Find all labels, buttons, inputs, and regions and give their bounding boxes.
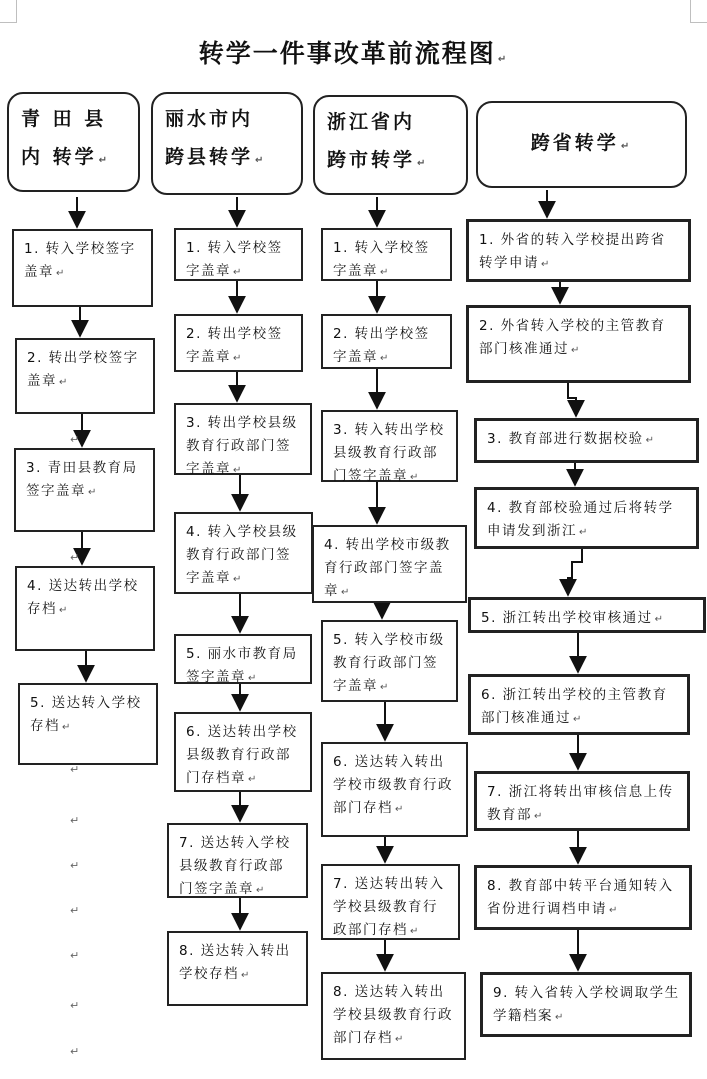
return-mark-icon: ↵ <box>555 1012 565 1023</box>
process-step-box <box>468 597 706 633</box>
title-text: 转学一件事改革前流程图 <box>198 39 496 68</box>
process-step-box <box>167 823 308 898</box>
process-step-text: 4. 送达转出学校存档 <box>27 578 139 617</box>
process-step-box <box>321 620 458 702</box>
return-mark-icon: ↵ <box>70 433 80 446</box>
process-step-text: 7. 送达转入学校县级教育行政部门签字盖章 <box>179 835 291 897</box>
column-header <box>7 92 140 192</box>
column-header-line: 青 田 县 <box>21 108 107 130</box>
return-mark-icon: ↵ <box>417 158 429 169</box>
column-header-line: 内 转学 ↵ <box>21 146 111 168</box>
process-step-box <box>321 742 468 837</box>
process-step-box <box>167 931 308 1006</box>
column-header-line: 丽水市内 <box>165 108 254 130</box>
return-mark-icon: ↵ <box>88 487 98 498</box>
process-step-text: 4. 转入学校县级教育行政部门签字盖章 <box>186 524 298 586</box>
return-mark-icon: ↵ <box>571 345 581 356</box>
process-step-text: 8. 送达转入转出学校存档 <box>179 943 291 982</box>
return-mark-icon: ↵ <box>233 574 243 585</box>
process-step-text: 3. 转出学校县级教育行政部门签字盖章 <box>186 415 298 477</box>
return-mark-icon: ↵ <box>241 970 251 981</box>
process-step-box <box>174 314 303 372</box>
column-header <box>313 95 468 195</box>
process-step-text: 6. 送达转入转出学校市级教育行政部门存档 <box>333 754 453 816</box>
return-mark-icon: ↵ <box>645 435 656 446</box>
process-step-text: 7. 送达转出转入学校县级教育行政部门存档 <box>333 876 445 938</box>
return-mark-icon: ↵ <box>233 465 243 476</box>
return-mark-icon: ↵ <box>255 155 267 166</box>
process-step-box <box>466 219 691 282</box>
return-mark-icon: ↵ <box>654 614 665 625</box>
return-mark-icon: ↵ <box>410 926 420 937</box>
process-step-box <box>474 418 699 463</box>
return-mark-icon: ↵ <box>70 904 80 917</box>
process-step-box <box>15 566 155 651</box>
process-step-box <box>14 448 155 532</box>
process-step-box <box>321 228 452 281</box>
return-mark-icon: ↵ <box>70 551 80 564</box>
process-step-text: 7. 浙江将转出审核信息上传教育部 <box>487 784 674 823</box>
column-header <box>151 92 303 195</box>
column-header <box>476 101 687 188</box>
process-step-text: 2. 外省转入学校的主管教育部门核准通过 <box>479 318 666 357</box>
return-mark-icon: ↵ <box>98 155 111 166</box>
column-header-line: 跨县转学 ↵ <box>165 146 267 168</box>
process-step-text: 6. 送达转出学校县级教育行政部门存档章 <box>186 724 298 786</box>
return-mark-icon: ↵ <box>395 804 405 815</box>
process-step-box <box>174 712 312 792</box>
return-mark-icon: ↵ <box>70 763 80 776</box>
process-step-text: 2. 转出学校签字盖章 <box>27 350 139 389</box>
return-mark-icon: ↵ <box>59 605 69 616</box>
process-step-box <box>15 338 155 414</box>
flow-arrow <box>568 383 576 416</box>
return-mark-icon: ↵ <box>341 587 351 598</box>
process-step-box <box>474 865 692 930</box>
process-step-text: 2. 转出学校签字盖章 <box>186 326 283 365</box>
process-step-box <box>466 305 691 383</box>
process-step-box <box>468 674 690 735</box>
return-mark-icon: ↵ <box>70 1045 80 1058</box>
return-mark-icon: ↵ <box>579 527 589 538</box>
process-step-text: 3. 教育部进行数据校验 <box>487 431 644 447</box>
return-mark-icon: ↵ <box>233 267 243 278</box>
process-step-text: 8. 送达转入转出学校县级教育行政部门存档 <box>333 984 453 1046</box>
column-header-line: 跨省转学 ↵ <box>530 131 633 154</box>
process-step-box <box>174 403 312 475</box>
return-mark-icon: ↵ <box>56 268 66 279</box>
return-mark-icon: ↵ <box>534 811 544 822</box>
return-mark-icon: ↵ <box>380 267 390 278</box>
process-step-box <box>474 771 690 831</box>
flow-arrow <box>568 549 582 595</box>
return-mark-icon: ↵ <box>233 353 243 364</box>
process-step-text: 5. 转入学校市级教育行政部门签字盖章 <box>333 632 445 694</box>
process-step-text: 5. 浙江转出学校审核通过 <box>481 610 653 626</box>
process-step-text: 4. 教育部校验通过后将转学申请发到浙江 <box>487 500 674 539</box>
return-mark-icon: ↵ <box>59 377 69 388</box>
return-mark-icon: ↵ <box>62 722 72 733</box>
column-header-line: 浙江省内 <box>327 111 416 133</box>
process-step-text: 5. 丽水市教育局签字盖章 <box>186 646 298 685</box>
process-step-text: 9. 转入省转入学校调取学生学籍档案 <box>493 985 680 1024</box>
return-mark-icon: ↵ <box>410 472 420 483</box>
process-step-text: 5. 送达转入学校存档 <box>30 695 142 734</box>
return-mark-icon: ↵ <box>70 814 80 827</box>
process-step-box <box>174 512 313 594</box>
process-step-text: 1. 转入学校签字盖章 <box>186 240 283 279</box>
return-mark-icon: ↵ <box>395 1034 405 1045</box>
process-step-text: 1. 转入学校签字盖章 <box>333 240 430 279</box>
return-mark-icon: ↵ <box>620 140 633 152</box>
process-step-box <box>474 487 699 549</box>
process-step-box <box>18 683 158 765</box>
process-step-text: 1. 转入学校签字盖章 <box>24 241 136 280</box>
process-step-box <box>321 410 458 482</box>
process-step-box <box>321 314 452 369</box>
return-mark-icon: ↵ <box>380 682 390 693</box>
return-mark-icon: ↵ <box>70 859 80 872</box>
return-mark-icon: ↵ <box>573 714 583 725</box>
process-step-text: 1. 外省的转入学校提出跨省转学申请 <box>479 232 666 271</box>
return-mark-icon: ↵ <box>256 885 266 896</box>
process-step-text: 6. 浙江转出学校的主管教育部门核准通过 <box>481 687 668 726</box>
process-step-box <box>480 972 692 1037</box>
process-step-text: 4. 转出学校市级教育行政部门签字盖章 <box>324 537 451 599</box>
return-mark-icon: ↵ <box>541 259 551 270</box>
return-mark-icon: ↵ <box>70 949 80 962</box>
return-mark-icon: ↵ <box>380 353 390 364</box>
return-mark-icon: ↵ <box>248 774 258 785</box>
process-step-box <box>174 228 303 281</box>
process-step-box <box>321 972 466 1060</box>
process-step-text: 3. 青田县教育局签字盖章 <box>26 460 138 499</box>
return-mark-icon: ↵ <box>497 54 509 65</box>
process-step-box <box>174 634 312 684</box>
process-step-box <box>312 525 467 603</box>
return-mark-icon: ↵ <box>609 905 619 916</box>
process-step-text: 8. 教育部中转平台通知转入省份进行调档申请 <box>487 878 674 917</box>
return-mark-icon: ↵ <box>70 999 80 1012</box>
return-mark-icon: ↵ <box>248 673 258 684</box>
column-header-line: 跨市转学 ↵ <box>327 149 429 171</box>
process-step-box <box>12 229 153 307</box>
process-step-text: 3. 转入转出学校县级教育行政部门签字盖章 <box>333 422 445 484</box>
process-step-text: 2. 转出学校签字盖章 <box>333 326 430 365</box>
process-step-box <box>321 864 460 940</box>
